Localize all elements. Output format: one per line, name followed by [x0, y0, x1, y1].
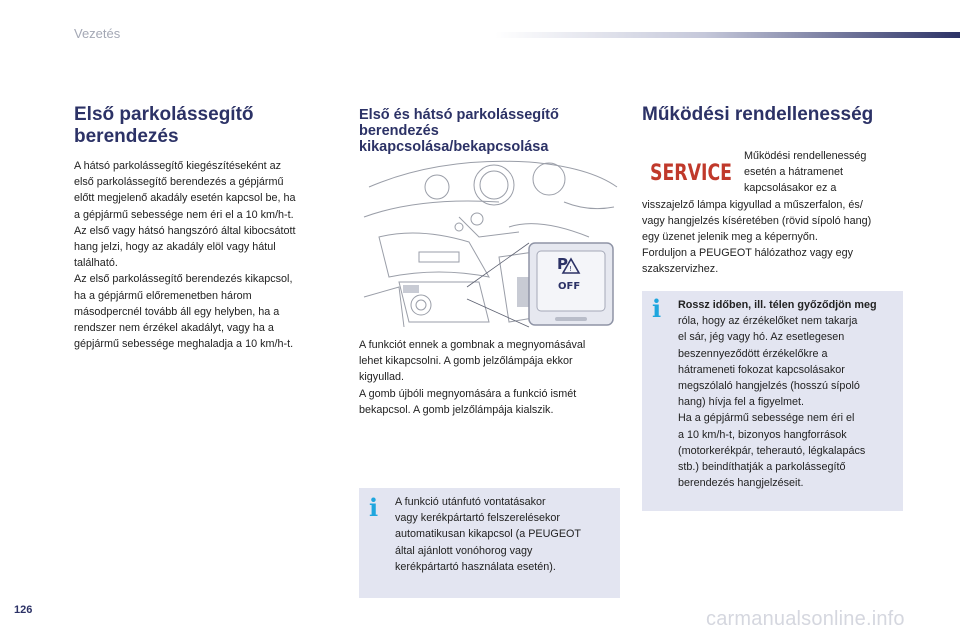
watermark: carmanualsonline.info	[706, 608, 905, 630]
weather-info-text: róla, hogy az érzékelőket nem takarja el sár, jég vagy hó. Az esetlegesen beszennyeződött érzékelőkre a hátrameneti fokozat kapcsolásakor megszólaló hangjelzés (hosszú sípoló hang) hívja fel a figyelmet. Ha a gépjármű sebessége nem éri el a 10 km/h-t, bizonyos hangforrások (motorkerékpár, teherautó, légkalapács stb.) beindíthatják a parkolássegítő berendezés hangjelzéseit.	[678, 315, 866, 490]
section-title: Vezetés	[74, 26, 121, 41]
front-parking-assist-body: A hátsó parkolássegítő kiegészítéseként az első parkolássegítő berendezés a gépjármű előtt megjelenő akadály esetén kapcsol be, ha a gépjármű sebessége nem éri el a 10 km/h-t. Az első vagy hátsó hangszóró által kibocsátott hang jelzi, hogy az akadály elöl vagy hátul található. Az első parkolássegítő berendezés kikapcsol, ha a gépjármű előremenetben három másodpercnél tovább áll egy helyben, ha a rendszer nem érzékel akadályt, vagy ha a gépjármű sebessége meghaladja a 10 km/h-t.	[74, 160, 296, 351]
malfunction-body-indented: Működési rendellenesség esetén a hátramenet kapcsolásakor ez a	[744, 150, 867, 195]
page-number: 126	[14, 604, 33, 616]
info-icon: i	[369, 493, 379, 522]
service-warning-icon	[650, 158, 732, 184]
info-icon: i	[652, 294, 662, 323]
weather-info-bold: Rossz időben, ill. télen győződjön meg	[678, 299, 877, 311]
off-button-label: OFF	[558, 281, 581, 292]
dashboard-button-illustration	[359, 157, 619, 329]
malfunction-body-block	[642, 148, 904, 278]
deactivation-title: Első és hátsó parkolássegítő berendezés kikapcsolása/bekapcsolása	[359, 107, 559, 155]
malfunction-section-header	[642, 104, 904, 126]
svg-text:!: !	[569, 265, 572, 273]
service-logo-text: SERVICE	[650, 161, 732, 186]
malfunction-body-rest: visszajelző lámpa kigyullad a műszerfalon, és/ vagy hangjelzés kíséretében (rövid sípoló hang) egy üzenet jelenik meg a képernyőn. Forduljon a PEUGEOT hálózathoz vagy egy szakszervizhez.	[642, 198, 872, 276]
weather-info-text-block	[678, 297, 900, 491]
malfunction-title: Működési rendellenesség	[642, 104, 874, 125]
front-parking-assist-title: Első parkolássegítő berendezés	[74, 104, 254, 147]
svg-text:P: P	[557, 255, 568, 273]
deactivation-body: A funkciót ennek a gombnak a megnyomásával lehet kikapcsolni. A gomb jelzőlámpája ekkor kigyullad. A gomb újbóli megnyomására a funkció ismét bekapcsol. A gomb jelzőlámpája kialszik.	[359, 339, 586, 416]
trailer-info-box	[359, 488, 620, 598]
trailer-info-text: A funkció utánfutó vontatásakor vagy kerékpártartó felszerelésekor automatikusan kikapcsol (a PEUGEOT által ajánlott vonóhorog vagy kerékpártartó használata esetén).	[395, 496, 582, 573]
front-parking-assist-section	[74, 104, 336, 352]
weather-info-box	[642, 291, 903, 511]
deactivation-section-header	[359, 107, 621, 155]
deactivation-body-block	[359, 337, 621, 418]
header-gradient-bar	[495, 32, 960, 38]
